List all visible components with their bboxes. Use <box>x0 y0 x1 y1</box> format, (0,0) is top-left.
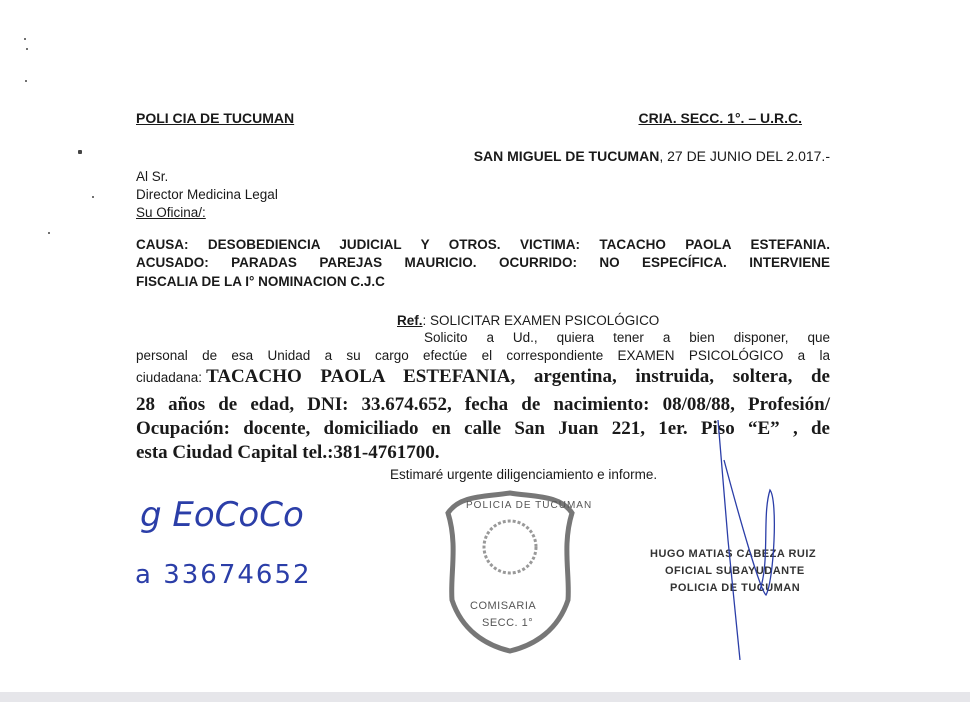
body-line: Ocupación: docente, domiciliado en calle San Juan 221, 1er. Piso “E” , de <box>136 418 830 439</box>
scan-speck <box>26 48 28 50</box>
stamp-arc: POLICIA DE TUCUMAN <box>466 500 593 511</box>
scan-speck <box>24 38 26 40</box>
date: , 27 DE JUNIO DEL 2.017.- <box>659 148 830 164</box>
body-line: personal de esa Unidad a su cargo efectúe el correspondiente EXAMEN PSICOLÓGICO a la <box>136 348 830 363</box>
body-prefix: ciudadana: <box>136 370 203 385</box>
body-line: Solicito a Ud., quiera tener a bien disponer, que <box>424 330 830 345</box>
ref-line <box>397 313 659 328</box>
scan-speck <box>92 196 94 198</box>
date-line <box>474 148 830 164</box>
ref-label: Ref. <box>397 313 423 328</box>
ref-text: : SOLICITAR EXAMEN PSICOLÓGICO <box>422 313 660 328</box>
header-right: CRIA. SECC. 1°. – U.R.C. <box>638 110 802 126</box>
signer-rank: OFICIAL SUBAYUDANTE <box>665 565 805 577</box>
signer-org: POLICIA DE TUCUMAN <box>670 582 801 594</box>
handwritten-dni: a 33674652 <box>135 560 312 590</box>
body-line: 28 años de edad, DNI: 33.674.652, fecha de nacimiento: 08/08/88, Profesión/ <box>136 394 830 415</box>
scan-speck <box>48 232 50 234</box>
recipient-line: Su Oficina/: <box>136 205 206 220</box>
causa-line: CAUSA: DESOBEDIENCIA JUDICIAL Y OTROS. VICTIMA: TACACHO PAOLA ESTEFANIA. <box>136 237 830 252</box>
causa-line: FISCALIA DE LA I° NOMINACION C.J.C <box>136 274 385 289</box>
signer-name: HUGO MATIAS CABEZA RUIZ <box>650 548 817 560</box>
stamp-line: COMISARIA <box>470 600 537 612</box>
recipient-line: Al Sr. <box>136 169 169 184</box>
city: SAN MIGUEL DE TUCUMAN <box>473 148 660 164</box>
patient-details: TACACHO PAOLA ESTEFANIA, argentina, instruida, soltera, de <box>206 366 830 387</box>
header-left: POLI CIA DE TUCUMAN <box>136 110 295 126</box>
body-line <box>136 366 830 388</box>
ink-signature-icon <box>700 420 810 660</box>
scan-bottom-edge <box>0 692 970 702</box>
handwritten-signature: g EoCoCo <box>140 495 304 535</box>
recipient-line: Director Medicina Legal <box>136 187 278 202</box>
stamp-line: SECC. 1° <box>482 617 534 629</box>
body-line: esta Ciudad Capital tel.:381-4761700. <box>136 442 440 463</box>
scan-speck <box>25 80 27 82</box>
closing-line: Estimaré urgente diligenciamiento e informe. <box>390 467 658 482</box>
scan-speck <box>78 150 82 154</box>
causa-line: ACUSADO: PARADAS PAREJAS MAURICIO. OCURRIDO: NO ESPECÍFICA. INTERVIENE <box>136 255 830 270</box>
